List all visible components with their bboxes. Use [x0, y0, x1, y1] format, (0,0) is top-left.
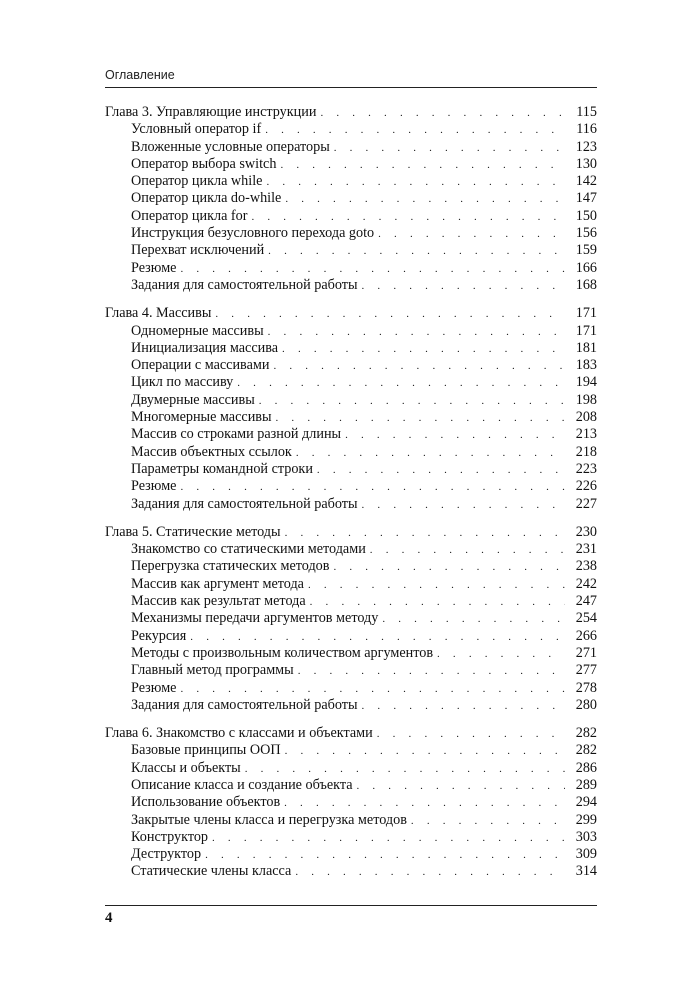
dot-leader: [268, 324, 565, 341]
section-entry: [105, 593, 597, 610]
dot-leader: [285, 191, 565, 208]
dot-leader: [215, 306, 565, 323]
dot-leader: [382, 611, 565, 628]
section-entry: [105, 662, 597, 679]
entry-title: Двумерные массивы: [131, 391, 255, 408]
dot-leader: [377, 726, 565, 743]
entry-page-number: 115: [576, 104, 597, 120]
entry-page-number: 226: [575, 478, 597, 495]
section-entry: [105, 496, 597, 513]
dot-leader: [276, 410, 565, 427]
section-entry: [105, 812, 597, 829]
section-entry: [105, 610, 597, 627]
section-entry: [105, 697, 597, 714]
entry-title: Инструкция безусловного перехода goto: [131, 225, 375, 242]
entry-title: Одномерные массивы: [131, 322, 264, 339]
entry-page-number: 238: [575, 558, 597, 575]
entry-title: Оператор цикла while: [131, 173, 263, 190]
entry-page-number: 116: [576, 121, 597, 138]
section-entry: [105, 628, 597, 645]
entry-page-number: 181: [575, 339, 597, 356]
section-entry: [105, 409, 597, 426]
entry-page-number: 227: [575, 495, 597, 512]
entry-title: Задания для самостоятельной работы: [131, 495, 358, 512]
section-entry: [105, 340, 597, 357]
section-entry: [105, 444, 597, 461]
chapter-entry: [105, 524, 597, 541]
entry-page-number: 314: [575, 863, 597, 880]
entry-page-number: 278: [575, 679, 597, 696]
entry-title: Механизмы передачи аргументов методу: [131, 610, 379, 627]
dot-leader: [345, 427, 565, 444]
entry-page-number: 309: [575, 846, 597, 863]
entry-title: Глава 5. Статические методы: [105, 523, 281, 540]
section-entry: [105, 190, 597, 207]
dot-leader: [259, 393, 565, 410]
dot-leader: [284, 795, 565, 812]
entry-title: Массив объектных ссылок: [131, 443, 292, 460]
entry-title: Глава 4. Массивы: [105, 305, 212, 322]
section-entry: [105, 829, 597, 846]
dot-leader: [212, 830, 565, 847]
dot-leader: [237, 375, 565, 392]
dot-leader: [333, 559, 565, 576]
entry-title: Конструктор: [131, 828, 209, 845]
entry-title: Оператор цикла do-while: [131, 190, 282, 207]
dot-leader: [265, 122, 565, 139]
entry-page-number: 294: [575, 794, 597, 811]
entry-title: Вложенные условные операторы: [131, 138, 330, 155]
entry-title: Массив как аргумент метода: [131, 575, 304, 592]
entry-title: Резюме: [131, 259, 177, 276]
entry-page-number: 147: [575, 190, 597, 207]
entry-page-number: 171: [575, 322, 597, 339]
chapter-block: [105, 725, 597, 881]
dot-leader: [317, 462, 565, 479]
entry-page-number: 286: [575, 759, 597, 776]
entry-title: Методы с произвольным количеством аргументов: [131, 644, 434, 661]
dot-leader: [298, 663, 565, 680]
section-entry: [105, 242, 597, 259]
dot-leader: [357, 778, 566, 795]
entry-page-number: 277: [575, 662, 597, 679]
section-entry: [105, 208, 597, 225]
chapter-block: [105, 305, 597, 513]
section-entry: [105, 846, 597, 863]
section-entry: [105, 863, 597, 880]
entry-page-number: 194: [575, 374, 597, 391]
entry-title: Условный оператор if: [131, 121, 262, 138]
section-entry: [105, 576, 597, 593]
entry-title: Деструктор: [131, 846, 202, 863]
dot-leader: [268, 243, 565, 260]
entry-title: Массив как результат метода: [131, 593, 306, 610]
entry-page-number: 159: [575, 242, 597, 259]
section-entry: [105, 357, 597, 374]
entry-page-number: 231: [575, 541, 597, 558]
entry-page-number: 266: [575, 627, 597, 644]
entry-title: Знакомство со статическими методами: [131, 541, 366, 558]
entry-title: Параметры командной строки: [131, 460, 313, 477]
dot-leader: [190, 629, 565, 646]
entry-page-number: 166: [575, 259, 597, 276]
section-entry: [105, 225, 597, 242]
entry-page-number: 271: [575, 644, 597, 661]
page-number: 4: [105, 910, 113, 926]
entry-page-number: 218: [575, 443, 597, 460]
entry-title: Оператор цикла for: [131, 207, 248, 224]
entry-page-number: 223: [575, 460, 597, 477]
entry-title: Операции с массивами: [131, 357, 270, 374]
chapter-block: [105, 524, 597, 714]
section-entry: [105, 794, 597, 811]
entry-page-number: 282: [575, 742, 597, 759]
entry-page-number: 142: [575, 173, 597, 190]
section-entry: [105, 680, 597, 697]
entry-title: Рекурсия: [131, 627, 187, 644]
entry-page-number: 130: [575, 155, 597, 172]
dot-leader: [180, 681, 565, 698]
section-entry: [105, 392, 597, 409]
dot-leader: [285, 525, 565, 542]
running-header: Оглавление: [105, 68, 175, 82]
dot-leader: [280, 157, 565, 174]
dot-leader: [362, 278, 565, 295]
entry-title: Базовые принципы ООП: [131, 742, 281, 759]
entry-page-number: 168: [575, 276, 597, 293]
section-entry: [105, 173, 597, 190]
entry-page-number: 123: [575, 138, 597, 155]
section-entry: [105, 558, 597, 575]
dot-leader: [411, 813, 565, 830]
entry-title: Резюме: [131, 478, 177, 495]
chapter-entry: [105, 305, 597, 322]
section-entry: [105, 760, 597, 777]
section-entry: [105, 156, 597, 173]
section-entry: [105, 461, 597, 478]
entry-page-number: 247: [575, 593, 597, 610]
dot-leader: [205, 847, 565, 864]
entry-title: Классы и объекты: [131, 759, 241, 776]
entry-title: Оператор выбора switch: [131, 155, 277, 172]
section-entry: [105, 323, 597, 340]
entry-page-number: 303: [575, 828, 597, 845]
entry-title: Массив со строками разной длины: [131, 426, 342, 443]
dot-leader: [362, 497, 565, 514]
dot-leader: [245, 761, 565, 778]
table-of-contents: [105, 104, 597, 892]
entry-title: Задания для самостоятельной работы: [131, 696, 358, 713]
dot-leader: [378, 226, 565, 243]
section-entry: [105, 260, 597, 277]
entry-title: Глава 3. Управляющие инструкции: [105, 104, 317, 120]
dot-leader: [362, 698, 565, 715]
chapter-block: [105, 104, 597, 294]
entry-title: Цикл по массиву: [131, 374, 234, 391]
entry-title: Глава 6. Знакомство с классами и объектами: [105, 725, 373, 742]
dot-leader: [295, 864, 565, 881]
entry-title: Резюме: [131, 679, 177, 696]
dot-leader: [180, 261, 565, 278]
dot-leader: [370, 542, 565, 559]
entry-title: Описание класса и создание объекта: [131, 776, 353, 793]
entry-page-number: 150: [575, 207, 597, 224]
dot-leader: [266, 174, 565, 191]
dot-leader: [308, 577, 565, 594]
section-entry: [105, 121, 597, 138]
entry-title: Инициализация массива: [131, 339, 279, 356]
dot-leader: [320, 105, 565, 122]
dot-leader: [180, 479, 565, 496]
entry-page-number: 299: [575, 811, 597, 828]
entry-title: Статические члены класса: [131, 863, 292, 880]
entry-title: Перехват исключений: [131, 242, 265, 259]
entry-page-number: 183: [575, 357, 597, 374]
dot-leader: [310, 594, 565, 611]
section-entry: [105, 777, 597, 794]
entry-page-number: 171: [575, 305, 597, 322]
dot-leader: [273, 358, 565, 375]
header-rule: [105, 87, 597, 88]
entry-title: Многомерные массивы: [131, 409, 272, 426]
entry-page-number: 282: [575, 725, 597, 742]
section-entry: [105, 742, 597, 759]
dot-leader: [437, 646, 565, 663]
section-entry: [105, 541, 597, 558]
section-entry: [105, 426, 597, 443]
entry-title: Закрытые члены класса и перегрузка методов: [131, 811, 407, 828]
entry-title: Задания для самостоятельной работы: [131, 276, 358, 293]
entry-title: Использование объектов: [131, 794, 281, 811]
entry-title: Главный метод программы: [131, 662, 294, 679]
dot-leader: [334, 140, 565, 157]
dot-leader: [296, 445, 565, 462]
entry-page-number: 156: [575, 225, 597, 242]
entry-title: Перегрузка статических методов: [131, 558, 330, 575]
entry-page-number: 289: [575, 776, 597, 793]
entry-page-number: 280: [575, 696, 597, 713]
entry-page-number: 230: [575, 523, 597, 540]
section-entry: [105, 478, 597, 495]
chapter-entry: [105, 104, 597, 121]
section-entry: [105, 645, 597, 662]
dot-leader: [282, 341, 565, 358]
entry-page-number: 242: [575, 575, 597, 592]
entry-page-number: 208: [575, 409, 597, 426]
entry-page-number: 254: [575, 610, 597, 627]
footer-rule: [105, 905, 597, 906]
entry-page-number: 198: [575, 391, 597, 408]
chapter-entry: [105, 725, 597, 742]
section-entry: [105, 374, 597, 391]
dot-leader: [285, 743, 565, 760]
entry-page-number: 213: [575, 426, 597, 443]
section-entry: [105, 139, 597, 156]
section-entry: [105, 277, 597, 294]
dot-leader: [251, 209, 565, 226]
